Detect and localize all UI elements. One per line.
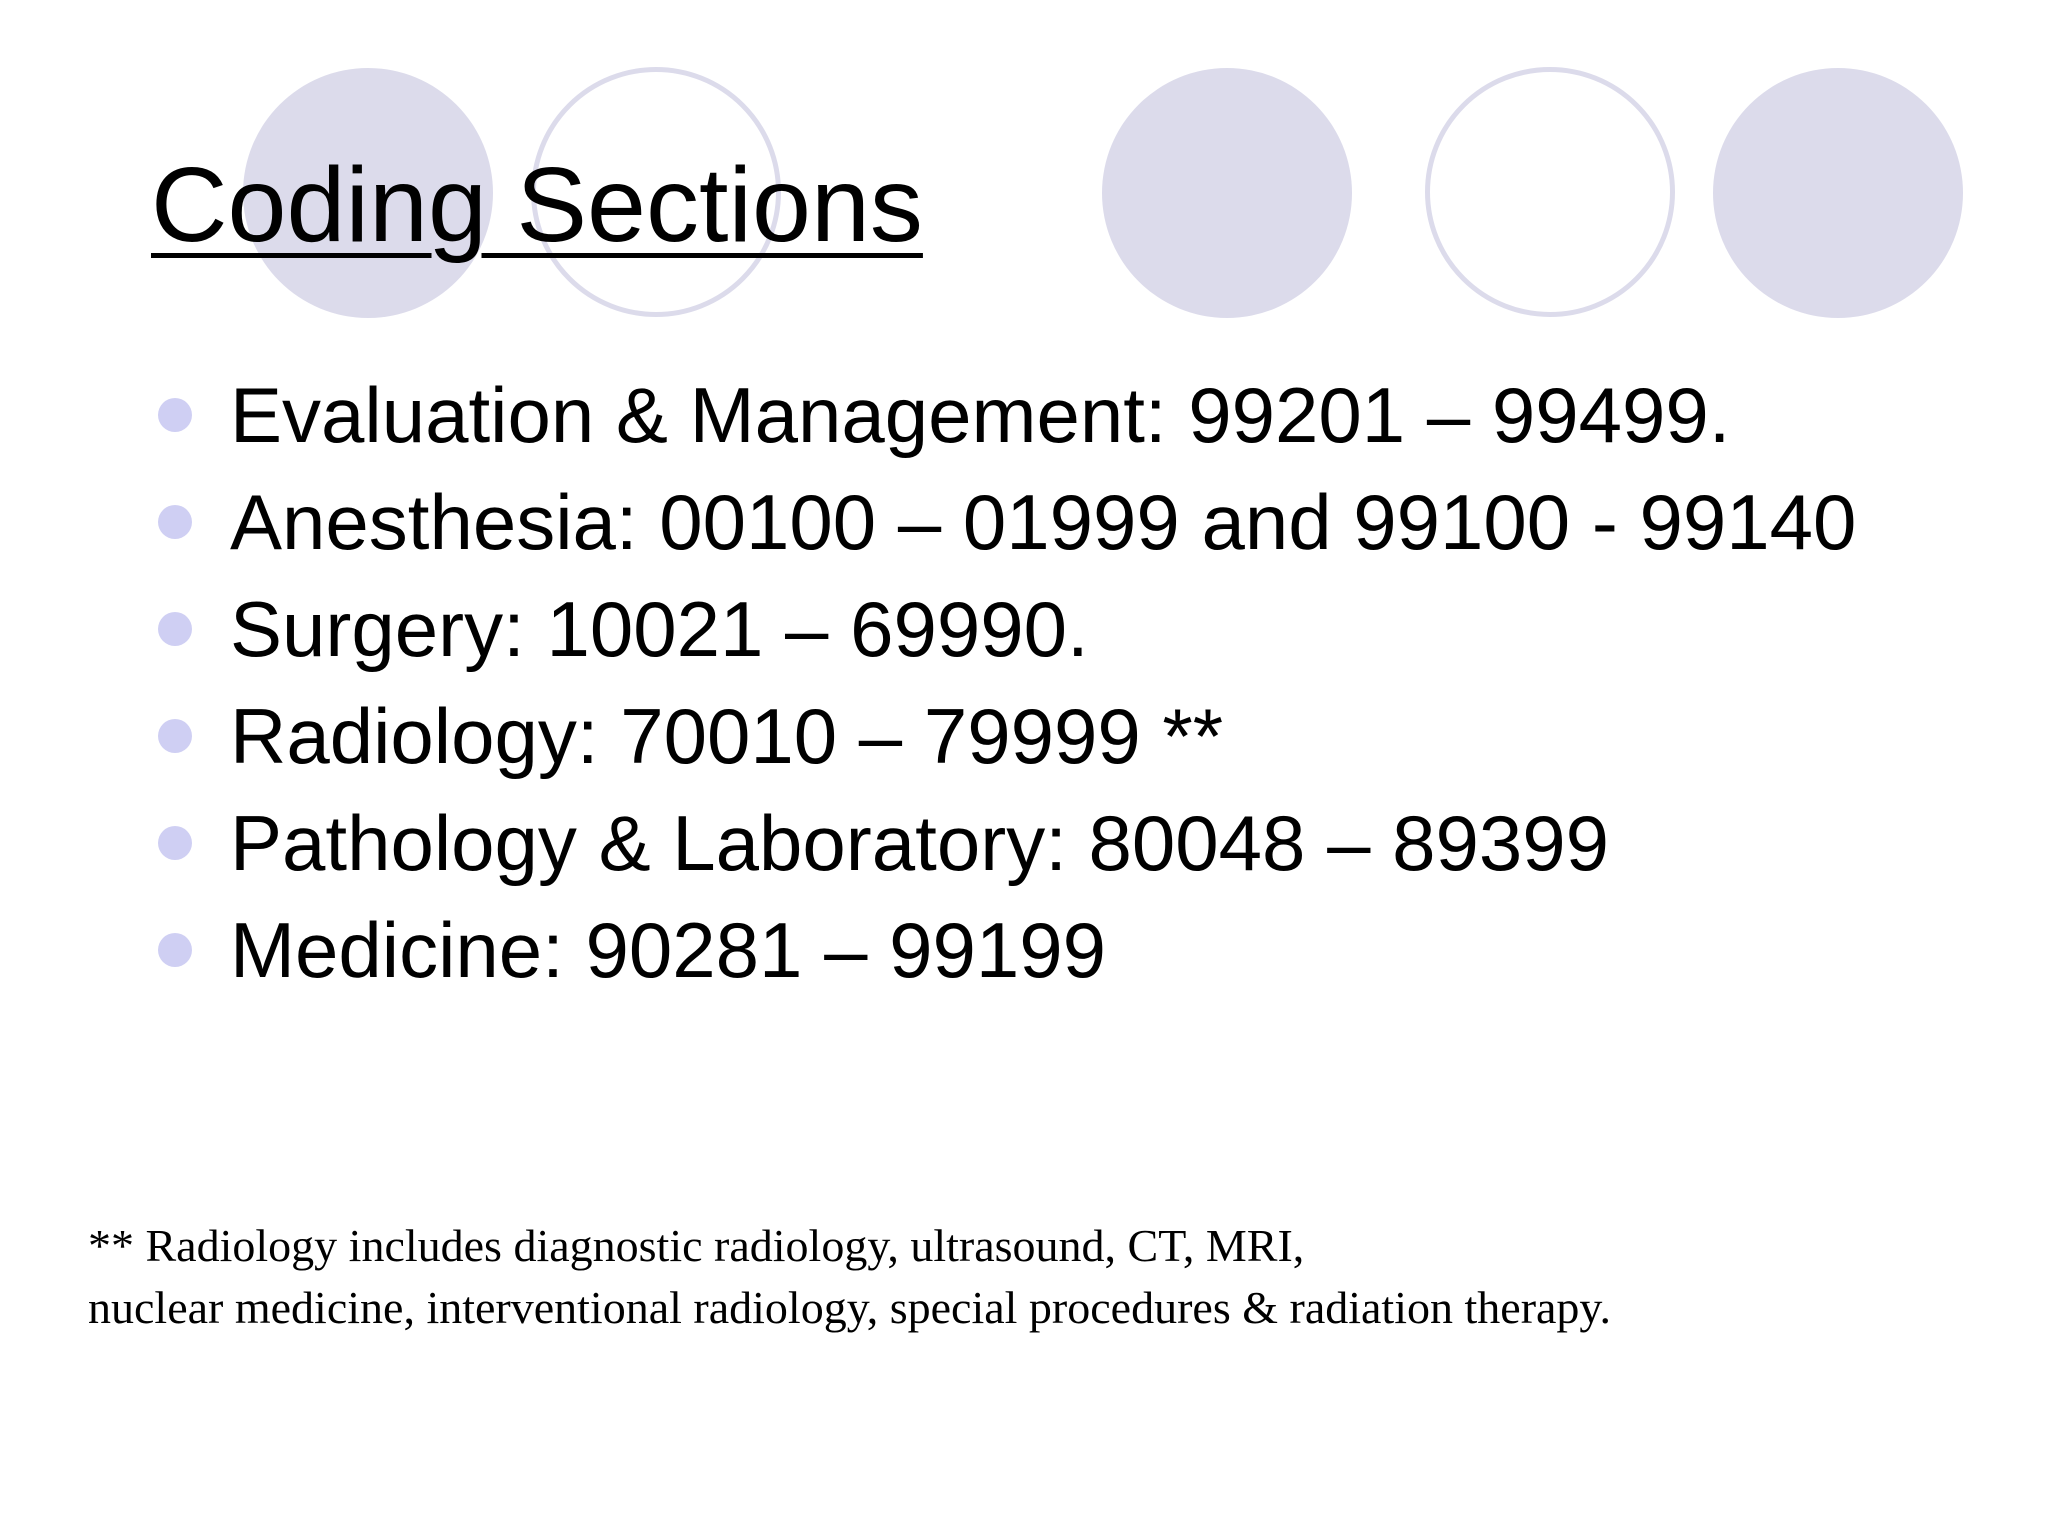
decorative-circle-5 xyxy=(1713,68,1963,318)
slide-title: Coding Sections xyxy=(151,146,923,264)
decorative-circle-3 xyxy=(1102,68,1352,318)
bullet-dot-icon xyxy=(158,933,192,967)
bullet-text: Evaluation & Management: 99201 – 99499. xyxy=(230,371,1731,459)
bullet-text: Anesthesia: 00100 – 01999 and 99100 - 99140 xyxy=(230,478,1857,566)
bullet-dot-icon xyxy=(158,826,192,860)
bullet-dot-icon xyxy=(158,398,192,432)
bullet-dot-icon xyxy=(158,505,192,539)
radiology-footnote xyxy=(88,1215,1611,1339)
decorative-circle-4 xyxy=(1425,67,1675,317)
bullet-text: Pathology & Laboratory: 80048 – 89399 xyxy=(230,799,1610,887)
footnote-line-1: ** Radiology includes diagnostic radiology, ultrasound, CT, MRI, xyxy=(88,1220,1305,1271)
bullet-text: Medicine: 90281 – 99199 xyxy=(230,906,1107,994)
bullet-dot-icon xyxy=(158,612,192,646)
bullet-dot-icon xyxy=(158,719,192,753)
bullet-text: Surgery: 10021 – 69990. xyxy=(230,585,1089,673)
footnote-line-2: nuclear medicine, interventional radiology, special procedures & radiation therapy. xyxy=(88,1282,1611,1333)
bullet-text: Radiology: 70010 – 79999 ** xyxy=(230,692,1224,780)
